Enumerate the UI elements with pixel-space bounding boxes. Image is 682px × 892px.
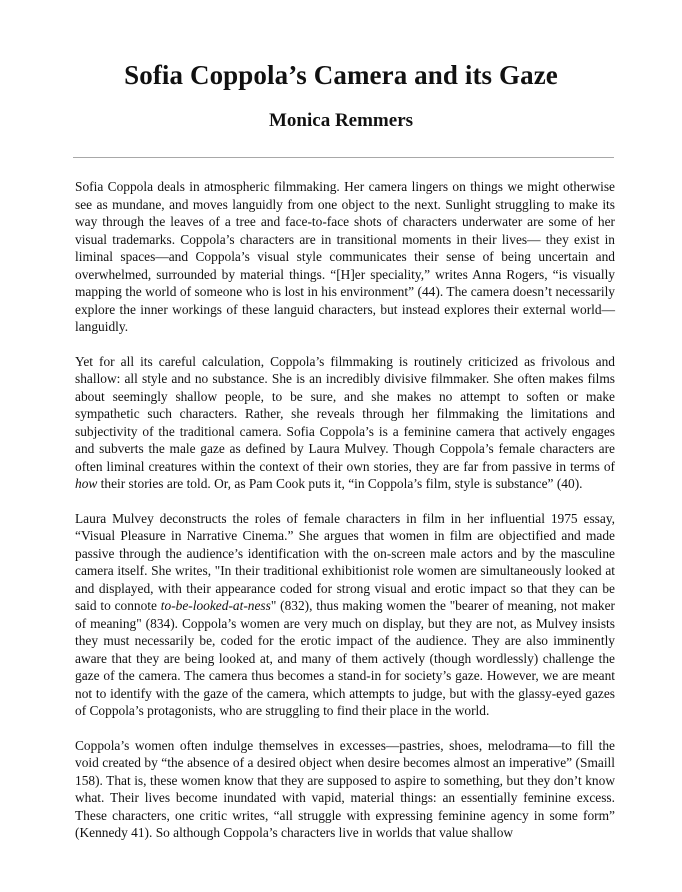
body-text bbox=[75, 178, 615, 859]
emphasized-term: to-be-looked-at-ness bbox=[160, 598, 271, 613]
paragraph-text: Sofia Coppola deals in atmospheric filmmaking. Her camera lingers on things we might otherwise see as mundane, and moves languidly from one object to the next. Sunlight struggling to make its way through the leaves of a tree and face-to-face shots of characters underwater are some of her visual trademarks. Coppola’s characters are in transitional moments in their lives— they exist in liminal spaces—and Coppola’s visual style communicates their sense of being uncertain and overwhelmed, surrounded by material things. “[H]er speciality,” writes Anna Rogers, “is visually mapping the world of someone who is lost in his environment” (44). The camera doesn’t necessarily explore the inner workings of these languid characters, but instead explores their external world—languidly. bbox=[75, 179, 615, 334]
paragraph bbox=[75, 353, 615, 493]
paragraph-text: " (832), thus making women the "bearer of meaning, not maker of meaning" (834). Coppola’s women are very much on display, but they are not, as Mulvey insists they must necessarily be, coded for the erotic impact of the audience. They are also imminently aware that they are being looked at, and many of them actively (though wordlessly) challenge the gaze of the camera. The camera thus becomes a stand-in for society’s gaze. However, we are meant not to identify with the gaze of the camera, which attempts to judge, but with the glassy-eyed gazes of Coppola’s protagonists, who are struggling to find their place in the world. bbox=[75, 598, 616, 718]
paragraph-text: their stories are told. Or, as Pam Cook puts it, “in Coppola’s film, style is substance” (40). bbox=[97, 476, 583, 491]
paragraph bbox=[75, 737, 615, 842]
paragraph bbox=[75, 510, 615, 720]
emphasized-word: how bbox=[75, 476, 98, 491]
paragraph bbox=[75, 178, 615, 336]
paragraph-text: Laura Mulvey deconstructs the roles of female characters in film in her influential 1975 essay, “Visual Pleasure in Narrative Cinema.” She argues that women in film are objectified and made passive through the audience’s identification with the on-screen male actors and by the masculine camera itself. She writes, "In their traditional exhibitionist role women are simultaneously looked at and displayed, with their appearance coded for strong visual and erotic impact so that they can be said to connote bbox=[75, 510, 615, 613]
document-title: Sofia Coppola’s Camera and its Gaze bbox=[124, 60, 558, 90]
paragraph-text: Coppola’s women often indulge themselves in excesses—pastries, shoes, melodrama—to fill the void created by “the absence of a desired object when desire becomes almost an imperative” (Smaill 158). That is, these women know that they are supposed to aspire to something, but they don’t know what. Their lives become inundated with vapid, material things: an essentially feminine excess. These characters, one critic writes, “all struggle with expressing feminine agency in some form” (Kennedy 41). So although Coppola’s characters live in worlds that value shallow bbox=[75, 737, 615, 840]
paragraph-text: Yet for all its careful calculation, Coppola’s filmmaking is routinely criticized as frivolous and shallow: all style and no substance. She is an incredibly divisive filmmaker. She often makes films about seemingly shallow people, to be sure, and she makes no attempt to soften or make sympathetic such characters. Rather, she reveals through her filmmaking the limitations and subjectivity of the traditional camera. Sofia Coppola’s is a feminine camera that actively engages and subverts the male gaze as defined by Laura Mulvey. Though Coppola’s female characters are often liminal creatures within the context of their own stories, they are far from passive in terms of bbox=[75, 353, 615, 474]
author-name: Monica Remmers bbox=[268, 110, 414, 131]
title-divider bbox=[73, 157, 614, 158]
